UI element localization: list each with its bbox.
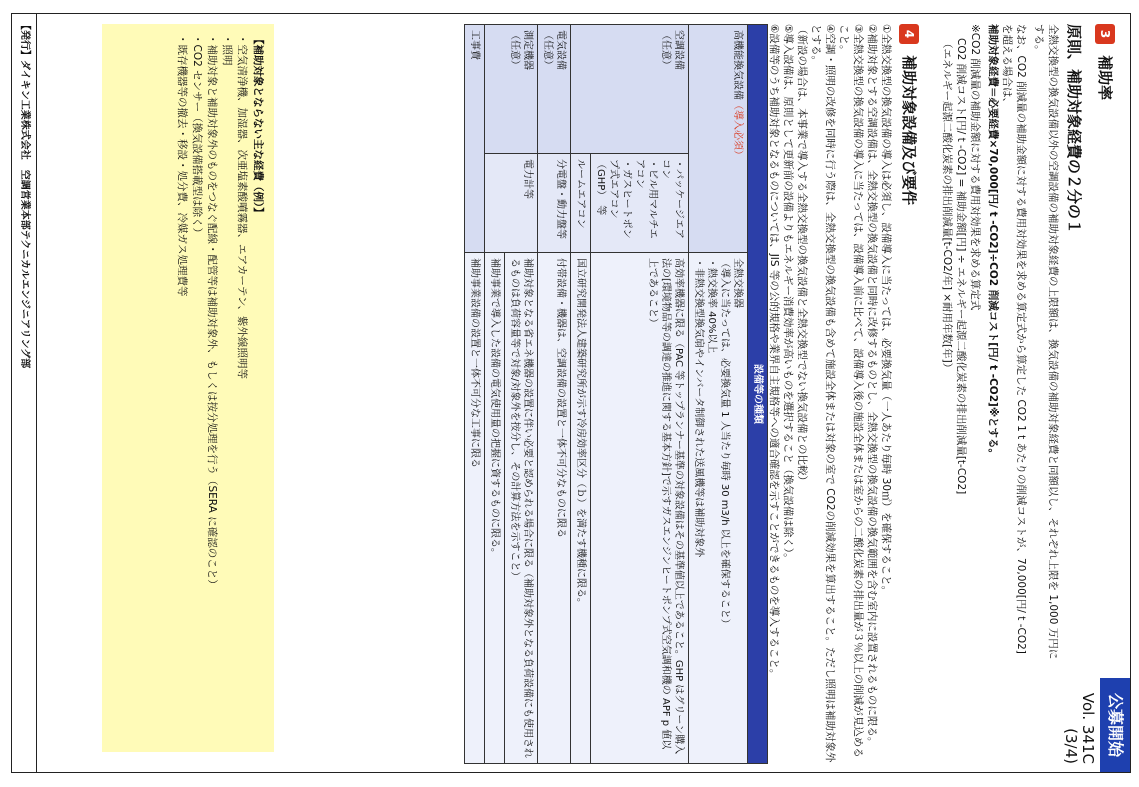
list-item: ・空気清浄機、加湿器、次亜塩素酸噴霧器、エアカーテン、紫外線照明等 bbox=[236, 34, 248, 380]
list-item: ・CO2 センサー（換気設備搭載型は除く） bbox=[191, 34, 203, 239]
list-item: ・補助対象と補助対象外のものをつなぐ配線・配管等は補助対象外、もしくは按分処理を行う（SERA に確認のこと） bbox=[206, 34, 218, 590]
paragraph: なお、CO2 削減量の補助金額に対する費用対効果を求める算定式から算定した CO2 1 t あたりの削減コストが、70,000[円/ t -CO2]を超える場合は、 bbox=[1001, 24, 1027, 654]
note-text: （エネルギー起源二酸化炭素の排出削減量[t-CO2/年] ×耐用年数[年]） bbox=[941, 38, 953, 374]
table-cell-spec: 補助事業で導入した設備の電気使用量の把握に資するものに限る。 bbox=[485, 253, 505, 764]
table-row bbox=[465, 25, 485, 764]
table-cell-category: 空調設備 （任意） bbox=[571, 25, 689, 154]
requirements-list bbox=[767, 24, 893, 764]
table-cell-category: 電気設備 （任意） bbox=[538, 25, 571, 154]
table-cell-subtype: ルームエアコン bbox=[571, 154, 591, 253]
section-title: 補助対象設備及び要件 bbox=[900, 55, 918, 206]
table-cell-subtype: 分電盤・動力盤等 bbox=[538, 154, 571, 253]
table-cell-spec: 補助事業設備の設置と一体不可分な工事に限る bbox=[465, 253, 485, 764]
section-number: 4 bbox=[900, 24, 920, 44]
formula-text: 補助対象経費＝必要経費×70,000[円/ t -CO2]÷CO2 削減コスト[円/ t -CO2]※とする。 bbox=[987, 24, 999, 460]
note-text: ※CO2 削減量の補助金額に対する費用対効果を求める算定式 bbox=[969, 24, 981, 311]
list-item: ⑥設備等のうち補助対象となるものについては、JIS 等の公的規格や業界自主規格等への適合確認を示すことができるものを導入すること。 bbox=[768, 24, 780, 680]
table-cell-spec: 補助対象となる省エネ機器の設置に伴い必要と認められる場合に限る（補助対象外となる負荷設備にも使用されるものは負荷容量等で対象/対象外を按分し、その計算方法を示すこと） bbox=[505, 253, 538, 764]
status-badge: 公募開始 bbox=[1100, 678, 1130, 772]
table-cell-spec: 高効率機器に限る（PAC 等トップランナー基準の対象設備はその基準値以上であること。GHP はグリーン購入法の[環境物品等の調達の推進に関する基本方針]で示すガスエンジンヒートポンプ式空気調和機の APF p 値以上であること） bbox=[591, 253, 689, 764]
section-title: 補助率 bbox=[1096, 55, 1114, 101]
required-label: （導入必須） bbox=[732, 100, 743, 160]
table-cell-spec: 付帯設備・機器は、空調設備の設置と一体不可分なものに限る bbox=[538, 253, 571, 764]
list-item: ④空調・照明の改修を同時に行う際は、全熱交換型の換気設備も含めて施設全体または対象の室で CO2の削減効果を算出すること。ただし照明は補助対象外とする。 bbox=[810, 24, 836, 763]
ineligible-expenses-box bbox=[102, 24, 274, 752]
list-item: ・既存機器等の撤去・移設・処分費、冷媒ガス処理費等 bbox=[176, 34, 188, 297]
table-cell-category bbox=[689, 25, 748, 253]
list-item: ②補助対象とする空調設備は、全熱交換型の換気設備と同時に改修するものとし、全熱交換型の換気設備の換気範囲を含む室内に設置されるものに限る。 bbox=[866, 24, 878, 748]
table-row bbox=[591, 25, 689, 764]
list-item: ⑤導入設備は、原則として更新前の設備よりもエネルギー消費効率が高いものを選択すること（換気設備は除く）。 bbox=[782, 24, 794, 564]
volume-number: Vol. 341C bbox=[1079, 692, 1097, 764]
note-text: CO2 削減コスト[円/ t -CO2] = 補助金額[円] ÷ エネルギー起源二酸化炭素の排出削減量[t-CO2] bbox=[955, 38, 967, 495]
subsidy-headline: 原則、補助対象経費の２分の１ bbox=[1065, 24, 1083, 235]
section-eligible-equipment bbox=[767, 24, 920, 764]
table-cell-spec: 全熱交換器 （導入に当たっては、必要換気量 1 人当たり毎時 30 m3/h 以上を確保すること） ・熱交換率 40%以上 ・非熱交換型換気扇やインバータ制御された送風機等は補助対象外 bbox=[689, 253, 748, 764]
publisher-text: 【発行】ダイキン工業株式会社 空調営業本部テクニカルエンジニアリング部 bbox=[19, 20, 30, 369]
table-cell-subtype: 電力計等 bbox=[485, 154, 538, 253]
table-cell-subtype: ・パッケージエアコン ・ビル用マルチエアコン ・ガスヒートポンプ式エアコン（GHP） 等 bbox=[591, 154, 689, 253]
table-header: 設備等の種類 bbox=[748, 25, 768, 764]
box-title: 【補助対象とならない主な経費（例）】 bbox=[252, 34, 264, 218]
list-item: ①全熱交換型の換気設備の導入は必須し、設備導入に当たっては、必要換気量（一人あたり毎時 30㎥）を確保すること。 bbox=[880, 24, 892, 597]
footer bbox=[12, 14, 37, 772]
category-label: 高機能換気設備 bbox=[732, 30, 743, 100]
list-item: ・照明 bbox=[221, 34, 233, 66]
list-item: ③全熱交換型の換気設備の導入に当たっては、設備導入前に比べて、設備導入後の施設全体または室からの二酸化炭素の排出量が３％以上の削減が見込めること。 bbox=[838, 24, 864, 758]
table-cell-category: 測定機器 （任意） bbox=[485, 25, 538, 154]
section-number: 3 bbox=[1096, 24, 1116, 44]
page-frame bbox=[11, 13, 1131, 773]
equipment-table bbox=[464, 24, 768, 764]
section-subsidy-rate bbox=[940, 24, 1122, 664]
volume-label bbox=[1062, 693, 1096, 764]
table-row bbox=[689, 25, 748, 764]
list-item: （新設の場合は、本事業で導入する全熱交換型の換気設備と全熱交換型でない換気設備との比較） bbox=[796, 24, 808, 486]
table-row bbox=[505, 25, 538, 764]
table-cell-category: 工事費 bbox=[465, 25, 485, 253]
paragraph: 全熱交換型の換気設備以外の空調設備の補助対象経費の上限額は、換気設備の補助対象経費と同額以し、それぞれ上限を 1,000 万円にする。 bbox=[1033, 24, 1059, 660]
table-cell-spec: 国立研究開発法人建築研究所が示す冷房効率区分（ｂ）を満たす機種に限る。 bbox=[571, 253, 591, 764]
page-indicator: (3/4) bbox=[1062, 728, 1080, 764]
table-row bbox=[538, 25, 571, 764]
